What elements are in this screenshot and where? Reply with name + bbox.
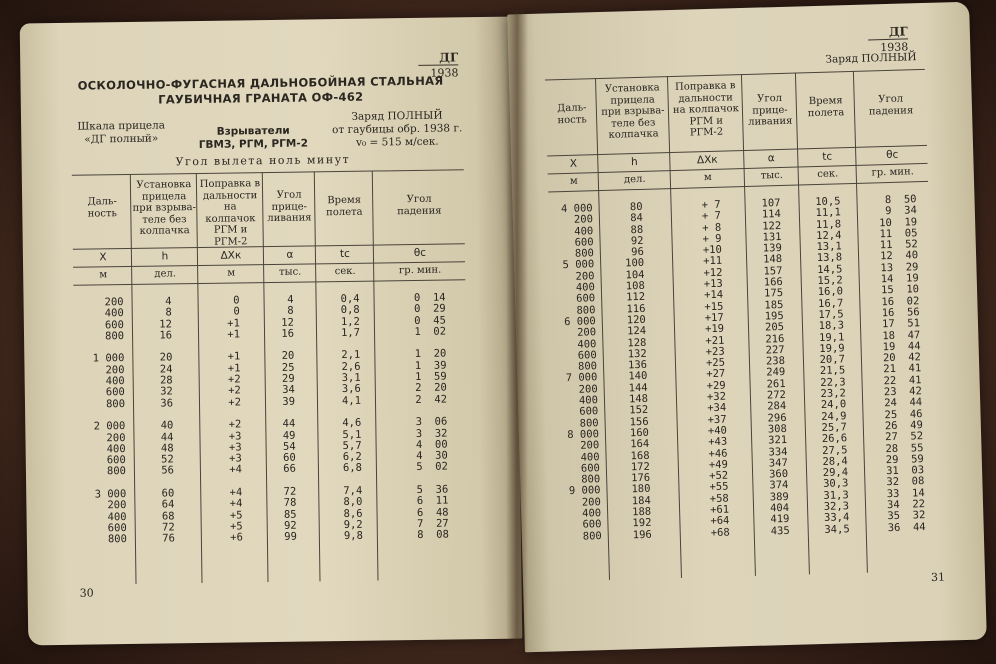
- right-col-distance: 4 000 200 400 600 800 5 000 200 400 600 800 6 000 200 400 600 800 7 000 200 400 600 800 8 000 200 400 600 800 9 000 200 400 600 800: [560, 202, 602, 543]
- title-line-2: ГАУБИЧНАЯ ГРАНАТА ОФ-462: [158, 89, 364, 107]
- corner-year: 1938: [418, 64, 458, 80]
- unit-m2: м: [227, 267, 236, 279]
- col-header-time: Время полета: [326, 194, 363, 218]
- symbol-theta: θc: [885, 148, 899, 162]
- col-header-fall-angle: Угол падения: [868, 93, 914, 118]
- charge-line-2: от гаубицы обр. 1938 г.: [332, 122, 463, 137]
- left-col-time: 0,4 0,8 1,2 1,7 2,1 2,6 3,1 3,6 4,1 4,6 5,1 5,7 6,2 6,8 7,4 8,0 8,6 9,2 9,8: [340, 292, 363, 543]
- corner-year: 1938: [868, 38, 908, 54]
- left-page: [20, 17, 523, 646]
- right-charge: Заряд ПОЛНЫЙ: [825, 51, 917, 66]
- charge-info: [317, 109, 478, 150]
- symbol-theta: θc: [413, 246, 427, 259]
- col-header-distance: Даль- ность: [87, 196, 118, 220]
- page-title: [70, 73, 450, 108]
- right-col-time: 10,5 11,1 11,8 12,4 13,1 13,8 14,5 15,2 16,0 16,7 17,5 18,3 19,1 19,9 20,7 21,5 22,3 23,2 24,0 24,9 25,7 26,6 27,5 28,4 29,4 30,3 31,3 32,3 33,4 34,5: [815, 195, 850, 536]
- col-header-time: Время полета: [807, 95, 845, 119]
- col-header-elevation: Угол прице- ливания: [748, 92, 793, 128]
- col-header-correction: Поправка в дальности на колпачок РГМ и РГМ-2: [199, 178, 261, 248]
- left-page-number: 30: [79, 586, 94, 600]
- left-col-elevation: 4 8 12 16 20 25 29 34 39 44 49 54 60 66 72 78 85 92 99: [281, 293, 297, 544]
- unit-degmin: гр. мин.: [871, 166, 915, 179]
- scale-line-1: Шкала прицела: [77, 119, 166, 133]
- left-col-fall-angle: 0 14 0 29 0 45 1 02 1 20 1 39 1 59 2 20 2 42 3 06 3 32 4 00 4 30 5 02 5 36 6 11 6 48 7 27 8 08: [413, 291, 449, 542]
- charge-line-1: Заряд ПОЛНЫЙ: [351, 109, 443, 123]
- title-line-1: ОСКОЛОЧНО-ФУГАСНАЯ ДАЛЬНОБОЙНАЯ СТАЛЬНАЯ: [77, 73, 444, 93]
- unit-m: м: [569, 175, 578, 187]
- unit-mils: тыс.: [278, 266, 302, 278]
- symbol-dx: ΔXк: [220, 249, 242, 262]
- subtitle: Угол вылета ноль минут: [175, 152, 351, 169]
- fuze-info: [193, 124, 313, 152]
- col-header-fall-angle: Угол падения: [397, 193, 442, 217]
- unit-m2: м: [703, 171, 712, 184]
- right-col-elevation: 107 114 122 131 139 148 157 166 175 185 195 205 216 227 238 249 261 272 284 296 308 321 334 347 360 374 389 404 419 435: [761, 197, 790, 538]
- symbol-alpha: α: [286, 248, 294, 261]
- fuze-label: Взрыватели: [216, 124, 290, 138]
- right-col-correction: + 7 + 7 + 8 + 9 +10 +11 +12 +13 +14 +15 +17 +19 +21 +23 +25 +27 +29 +32 +34 +37 +40 +43 +46 +49 +52 +55 +58 +61 +64 +68: [701, 198, 730, 539]
- symbol-h: h: [161, 250, 169, 263]
- book-gutter: [506, 10, 528, 650]
- symbol-dx: ΔXк: [696, 153, 718, 167]
- col-header-sight: Установка прицела при взрыва- теле без колпачка: [132, 179, 197, 237]
- col-header-correction: Поправка в дальности на колпачок РГМ и РГМ-2: [672, 80, 740, 139]
- left-col-correction: 0 0 +1 +1 +1 +1 +2 +2 +2 +2 +3 +3 +3 +4 +4 +4 +5 +5 +6: [227, 294, 243, 544]
- scale-info: [61, 119, 181, 147]
- symbol-tc: tc: [822, 150, 833, 163]
- symbol-alpha: α: [767, 152, 775, 165]
- col-header-elevation: Угол прице- ливания: [267, 189, 312, 225]
- fuze-values: ГВМЗ, РГМ, РГМ-2: [198, 137, 309, 151]
- scale-line-2: «ДГ полный»: [84, 132, 159, 146]
- unit-div: дел.: [154, 268, 177, 280]
- right-col-fall-angle: 8 50 9 34 10 19 11 05 11 52 12 40 13 29 14 19 15 10 16 02 16 56 17 51 18 47 19 44 20 42 21 41 22 41 23 42 24 44 25 46 26 49 27 52 28 55 29 59 31 03 32 08 33 14 34 22 35 32 36 44: [879, 193, 926, 534]
- unit-degmin: гр. мин.: [398, 264, 442, 277]
- unit-sec: сек.: [817, 168, 839, 180]
- unit-mils: тыс.: [760, 169, 784, 182]
- right-col-sight: 80 84 88 92 96 100 104 108 112 116 120 124 128 132 136 140 144 148 152 156 160 164 168 172 176 180 184 188 192 196: [625, 200, 652, 541]
- symbol-x: X: [99, 251, 107, 264]
- col-header-distance: Даль- ность: [557, 102, 587, 126]
- unit-div: дел.: [623, 173, 646, 186]
- corner-code: ДГ: [888, 24, 909, 39]
- symbol-h: h: [630, 155, 638, 169]
- unit-sec: сек.: [334, 265, 356, 278]
- right-page-number: 31: [930, 570, 946, 584]
- table-top-rule: [545, 69, 925, 81]
- right-page: [507, 2, 987, 653]
- corner-code: ДГ: [439, 50, 459, 65]
- symbol-x: X: [569, 157, 578, 170]
- symbol-tc: tc: [339, 247, 350, 261]
- unit-m: м: [99, 269, 108, 281]
- charge-line-3: v₀ = 515 м/сек.: [355, 135, 439, 149]
- col-header-sight: Установка прицела при взрыва- теле без колпачка: [601, 82, 665, 141]
- right-corner-header: [868, 25, 909, 54]
- left-col-distance: 200 400 600 800 1 000 200 400 600 800 2 000 200 400 600 800 3 000 200 400 600 800: [92, 296, 127, 546]
- left-col-sight: 4 8 12 16 20 24 28 32 36 40 44 48 52 56 60 64 68 72 76: [159, 295, 175, 545]
